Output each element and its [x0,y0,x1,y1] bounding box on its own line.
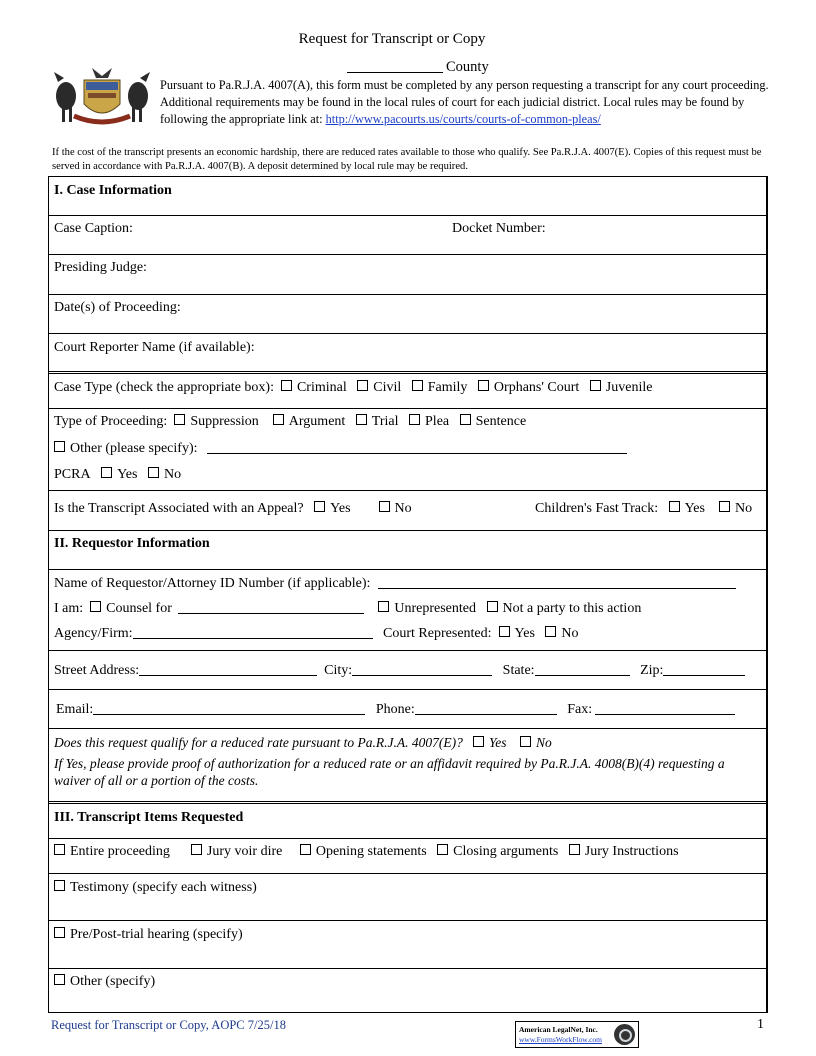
vendor-url[interactable]: www.FormsWorkFlow.com [519,1035,603,1044]
not-party-checkbox[interactable] [487,601,498,612]
presiding-judge-label: Presiding Judge: [54,260,147,275]
entire-proceeding-checkbox[interactable] [54,844,65,855]
state-field[interactable] [535,663,630,676]
case-type-juvenile-checkbox[interactable] [590,380,601,391]
section2-heading: II. Requestor Information [54,536,210,551]
reporter-label: Court Reporter Name (if available): [54,340,255,355]
case-type-label: Case Type (check the appropriate box): [54,380,274,395]
section3-heading: III. Transcript Items Requested [54,810,244,825]
form-id: Request for Transcript or Copy, AOPC 7/25/18 [51,1018,286,1032]
other-item-checkbox[interactable] [54,974,65,985]
county-line [347,59,489,76]
appeal-no-checkbox[interactable] [379,501,390,512]
proceeding-plea-checkbox[interactable] [409,414,420,425]
city-field[interactable] [352,663,492,676]
proceeding-trial-checkbox[interactable] [356,414,367,425]
proceeding-other-checkbox[interactable] [54,441,65,452]
hardship-notice: If the cost of the transcript presents an economic hardship, there are reduced rates available to those who qualify. See Pa.R.J.A. 4007(E). Copies of this request must be served in accordance with Pa.R.J.A. 4007(B). A deposit determined by local rule may be required. [52,147,762,172]
case-caption-label: Case Caption: [54,221,133,236]
pcra-row: PCRA Yes No [54,467,182,482]
counsel-for-field[interactable] [178,601,364,614]
email-field[interactable] [93,702,365,715]
other-item-row: Other (specify) [54,974,155,990]
address-row: Street Address: City: State: Zip: [54,663,745,679]
reduced-no-checkbox[interactable] [520,736,531,747]
contact-row: Email: Phone: Fax: [56,702,735,718]
request-form [48,176,768,1013]
reduced-rate-note: If Yes, please provide proof of authorization for a reduced rate or an affidavit required by Pa.R.J.A. 4008(B)(4) requesting a waiver of all or a portion of the costs. [54,756,725,788]
childrens-no-checkbox[interactable] [719,501,730,512]
form-title: Request for Transcript or Copy [298,31,486,47]
street-field[interactable] [139,663,317,676]
other-specify-row: Other (please specify): [54,441,627,457]
agency-field[interactable] [133,626,373,639]
testimony-row: Testimony (specify each witness) [54,880,257,896]
court-rep-no-checkbox[interactable] [545,626,556,637]
fax-field[interactable] [595,702,735,715]
intro-paragraph [160,77,780,128]
requestor-name-row: Name of Requestor/Attorney ID Number (if applicable): [54,576,736,592]
page-number: 1 [757,1017,764,1032]
courts-link[interactable]: http://www.pacourts.us/courts/courts-of-common-pleas/ [325,112,601,126]
prepost-row: Pre/Post-trial hearing (specify) [54,927,243,943]
childrens-yes-checkbox[interactable] [669,501,680,512]
pcra-yes-checkbox[interactable] [101,467,112,478]
appeal-yes-checkbox[interactable] [314,501,325,512]
dates-label: Date(s) of Proceeding: [54,300,181,315]
proceeding-sentence-checkbox[interactable] [460,414,471,425]
i-am-row: I am: Counsel for Unrepresented Not a party to this action [54,601,642,616]
proceeding-argument-checkbox[interactable] [273,414,284,425]
childrens-row: Children's Fast Track: Yes No [535,501,753,516]
phone-field[interactable] [415,702,557,715]
testimony-checkbox[interactable] [54,880,65,891]
jury-instructions-checkbox[interactable] [569,844,580,855]
counsel-for-checkbox[interactable] [90,601,101,612]
reduced-yes-checkbox[interactable] [473,736,484,747]
reduced-rate-row: Does this request qualify for a reduced rate pursuant to Pa.R.J.A. 4007(E)? Yes No [54,735,552,750]
vendor-name: American LegalNet, Inc. [519,1025,598,1034]
agency-row: Agency/Firm: Court Represented: Yes No [54,626,579,641]
case-type-orphans-checkbox[interactable] [478,380,489,391]
proceeding-row: Type of Proceeding: Suppression Argument Trial Plea Sentence [54,414,527,429]
pcra-no-checkbox[interactable] [148,467,159,478]
case-type-civil-checkbox[interactable] [357,380,368,391]
proceeding-label: Type of Proceeding: [54,414,168,429]
case-type-family-checkbox[interactable] [412,380,423,391]
pennsylvania-seal-icon [52,66,152,128]
appeal-row: Is the Transcript Associated with an Appeal? Yes No [54,501,412,516]
county-label: County [446,59,489,75]
proceeding-suppression-checkbox[interactable] [174,414,185,425]
voir-dire-checkbox[interactable] [191,844,202,855]
case-type-row: Case Type (check the appropriate box): Criminal Civil Family Orphans' Court Juvenile [54,380,653,395]
opening-checkbox[interactable] [300,844,311,855]
requestor-name-field[interactable] [378,576,736,589]
items-row: Entire proceeding Jury voir dire Opening statements Closing arguments Jury Instructions [54,844,679,860]
vendor-logo[interactable] [515,1021,639,1048]
county-field[interactable] [347,60,443,73]
prepost-checkbox[interactable] [54,927,65,938]
section1-heading: I. Case Information [54,183,172,198]
closing-checkbox[interactable] [437,844,448,855]
intro-text: Pursuant to Pa.R.J.A. 4007(A), this form must be completed by any person requesting a transcript for any court proceeding. Additional requirements may be found in the local rules of court for each judicial district. Local rules may be found by following the appropriate link at: [160,78,769,126]
zip-field[interactable] [663,663,745,676]
vendor-logo-icon [614,1024,635,1045]
docket-number-label: Docket Number: [452,221,546,236]
unrepresented-checkbox[interactable] [378,601,389,612]
court-rep-yes-checkbox[interactable] [499,626,510,637]
case-type-criminal-checkbox[interactable] [281,380,292,391]
other-specify-field[interactable] [207,441,627,454]
